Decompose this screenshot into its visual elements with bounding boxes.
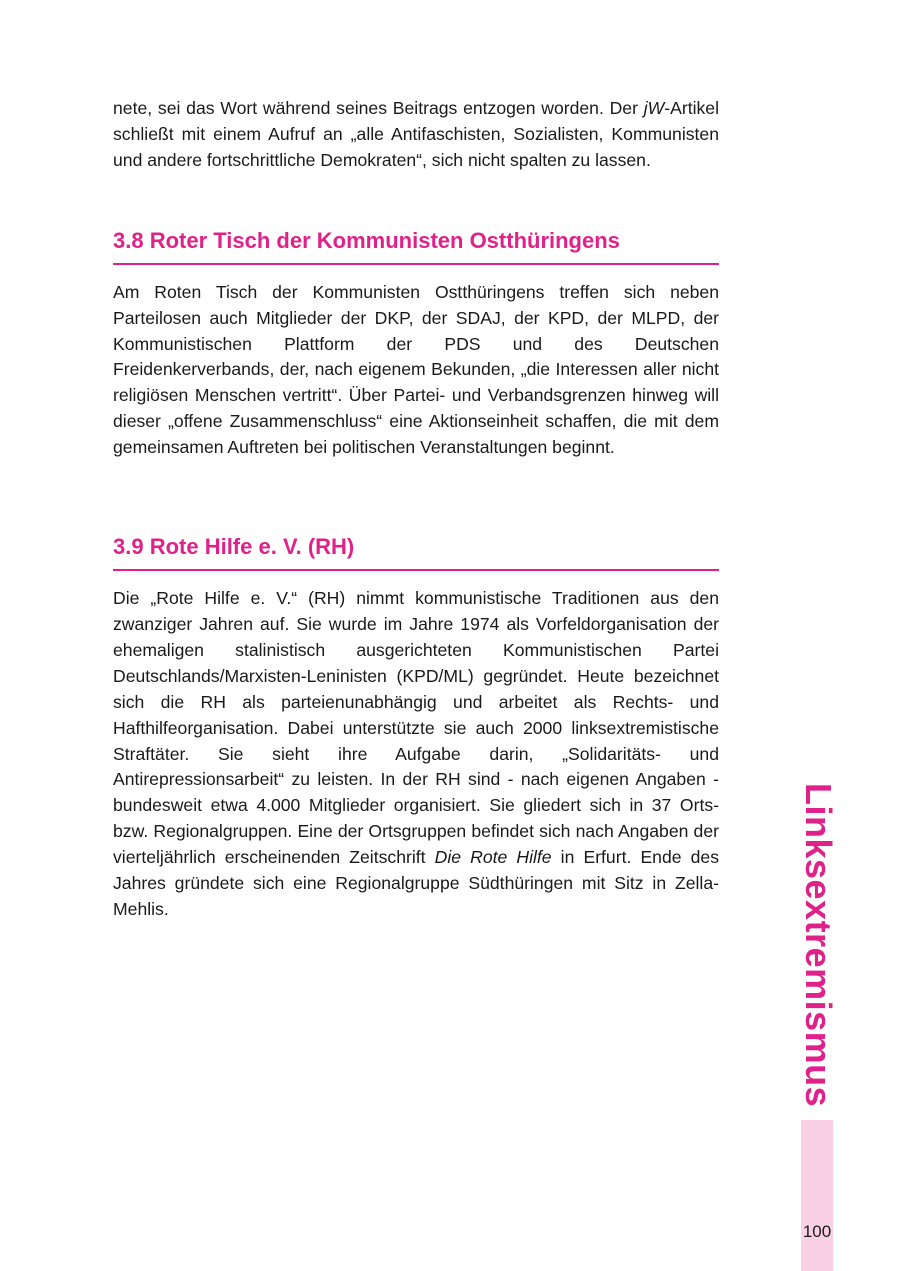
intro-text-part2: -Artikel schließt mit einem Aufruf an „alle Antifaschisten, Sozialisten, Kommunisten und andere fortschrittliche Demokraten“, sich nicht spalten zu lassen. [113, 98, 719, 170]
intro-paragraph [113, 96, 719, 174]
publication-title: Die Rote Hilfe [434, 847, 552, 868]
section-3-9-text-part2: in Erfurt. Ende des Jahres gründete sich eine Regionalgruppe Südthüringen mit Sitz in Zella-Mehlis. [113, 847, 719, 919]
section-3-8-paragraph: Am Roten Tisch der Kommunisten Ostthüringens treffen sich neben Parteilosen auch Mitglieder der DKP, der SDAJ, der KPD, der MLPD, der Kommunistischen Plattform der PDS und des Deutschen Freidenkerverbands, der, nach eigenem Bekunden, „die Interessen aller nicht religiösen Menschen vertritt“. Über Partei- und Verbandsgrenzen hinweg will dieser „offene Zusammenschluss“ eine Aktionseinheit schaffen, die mit dem gemeinsamen Auftreten bei politischen Veranstaltungen beginnt. [113, 281, 719, 458]
section-3-9-paragraph [113, 586, 719, 923]
section-3-8-heading: 3.8 Roter Tisch der Kommunisten Ostthüringens [113, 227, 719, 265]
jw-abbreviation: jW [643, 98, 665, 118]
chapter-tab [801, 1120, 833, 1271]
section-3-9-heading: 3.9 Rote Hilfe e. V. (RH) [113, 533, 719, 571]
intro-text-part1: nete, sei das Wort während seines Beitrags entzogen worden. Der [113, 98, 644, 118]
section-3-9-text-part1: Die „Rote Hilfe e. V.“ (RH) nimmt kommunistische Traditionen aus den zwanziger Jahren auf. Sie wurde im Jahre 1974 als Vorfeldorganisation der ehemaligen stalinistisch ausgerichteten Kommunistischen Partei Deutschlands/Marxisten-Leninisten (KPD/ML) gegründet. Heute bezeichnet sich die RH als parteienunabhängig und arbeitet als Rechts- und Hafthilfeorganisation. Dabei unterstützte sie auch 2000 linksextremistische Straftäter. Sie sieht ihre Aufgabe darin, „Solidaritäts- und Antirepressionsarbeit“ zu leisten. In der RH sind - nach eigenen Angaben - bundesweit etwa 4.000 Mitglieder organisiert. Sie gliedert sich in 37 Orts- bzw. Regionalgruppen. Eine der Ortsgruppen befindet sich nach Angaben der vierteljährlich erscheinenden Zeitschrift [113, 588, 719, 868]
page-content [113, 96, 719, 923]
page-number: 100 [802, 1222, 832, 1241]
chapter-side-title: Linksextremismus [798, 783, 839, 1108]
